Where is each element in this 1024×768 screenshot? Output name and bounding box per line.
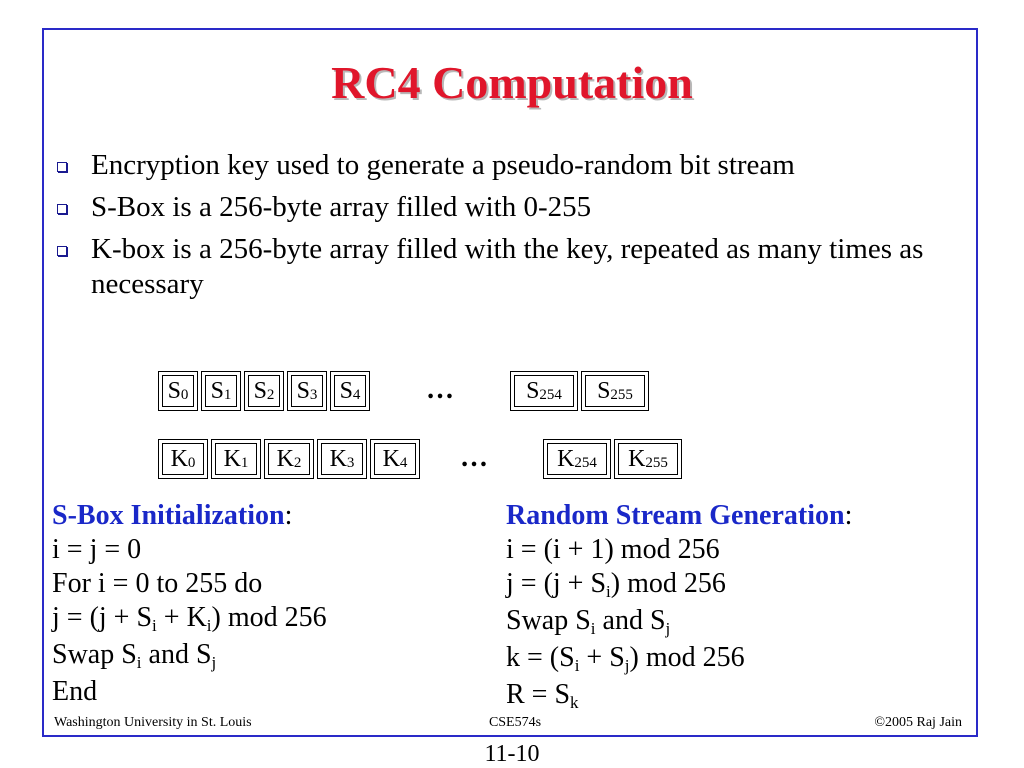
bullet-list xyxy=(52,148,962,309)
sbox-cell xyxy=(158,371,198,411)
gen-text: R = S xyxy=(506,679,571,710)
kbox-cell-index: 1 xyxy=(240,454,249,471)
init-line xyxy=(52,533,327,567)
kbox-cell xyxy=(370,439,420,479)
init-text: Swap S xyxy=(52,639,137,670)
bullet-text: S-Box is a 256-byte array filled with 0-255 xyxy=(91,191,592,223)
bullet-item xyxy=(52,148,962,183)
sbox-cell xyxy=(244,371,284,411)
kbox-cell xyxy=(614,439,682,479)
gen-line xyxy=(506,641,852,678)
sbox-cell xyxy=(510,371,578,411)
init-line xyxy=(52,638,327,675)
init-subscript: i xyxy=(152,616,157,635)
bullet-text: Encryption key used to generate a pseudo-random bit stream xyxy=(91,149,795,181)
kbox-cell-letter: K xyxy=(382,445,400,472)
init-text: For i = 0 to 255 do xyxy=(52,568,263,599)
gen-heading: Random Stream Generation xyxy=(506,500,845,531)
init-line xyxy=(52,675,327,709)
gen-heading-colon: : xyxy=(844,500,853,531)
kbox-cell xyxy=(211,439,261,479)
gen-text: j = (j + S xyxy=(506,568,607,599)
kbox-cell-index: 4 xyxy=(399,454,408,471)
kbox-cell xyxy=(158,439,208,479)
kbox-cell-index: 2 xyxy=(293,454,302,471)
gen-subscript: j xyxy=(665,619,671,638)
sbox-last-cells xyxy=(510,371,652,411)
gen-subscript: i xyxy=(590,619,596,638)
init-text: and S xyxy=(141,639,212,670)
sbox-cell-letter: S xyxy=(167,377,181,404)
gen-text: Swap S xyxy=(506,605,591,636)
kbox-cell-index: 255 xyxy=(645,454,668,471)
kbox-cell-letter: K xyxy=(223,445,241,472)
gen-text: and S xyxy=(595,605,666,636)
gen-line xyxy=(506,604,852,641)
init-subscript: i xyxy=(206,616,212,635)
square-bullet-icon xyxy=(57,204,67,214)
sbox-cell-index: 3 xyxy=(309,386,318,403)
init-heading: S-Box Initialization xyxy=(52,500,285,531)
kbox-cell-letter: K xyxy=(557,445,575,472)
footer-institution: Washington University in St. Louis xyxy=(54,715,252,730)
sbox-cell-index: 4 xyxy=(352,386,361,403)
sbox-cell-letter: S xyxy=(526,377,540,404)
gen-line xyxy=(506,533,852,567)
sbox-cell-letter: S xyxy=(296,377,310,404)
gen-subscript: i xyxy=(606,582,611,601)
gen-subscript: i xyxy=(574,656,580,675)
sbox-cell-letter: S xyxy=(210,377,224,404)
sbox-cell-letter: S xyxy=(597,377,611,404)
init-subscript: i xyxy=(136,653,142,672)
sbox-cell-index: 0 xyxy=(180,386,189,403)
stream-generation-block xyxy=(506,499,852,715)
init-text: + K xyxy=(156,602,207,633)
gen-subscript: k xyxy=(570,693,579,712)
sbox-cell-index: 255 xyxy=(610,386,633,403)
square-bullet-icon xyxy=(57,162,67,172)
kbox-cell xyxy=(264,439,314,479)
init-text: i = j = 0 xyxy=(52,534,142,565)
init-text: j = (j + S xyxy=(52,602,153,633)
kbox-cell-letter: K xyxy=(170,445,188,472)
bullet-item xyxy=(52,232,962,302)
sbox-cell-letter: S xyxy=(253,377,267,404)
footer-copyright: ©2005 Raj Jain xyxy=(874,715,962,730)
sbox-cell-index: 254 xyxy=(539,386,562,403)
init-line xyxy=(52,601,327,638)
kbox-cell-letter: K xyxy=(329,445,347,472)
gen-text: + S xyxy=(579,642,625,673)
kbox-cell-index: 254 xyxy=(574,454,597,471)
sbox-ellipsis: … xyxy=(426,374,454,405)
square-bullet-icon xyxy=(57,246,67,256)
kbox-first-cells xyxy=(158,439,423,479)
sbox-cell xyxy=(581,371,649,411)
kbox-cell-letter: K xyxy=(276,445,294,472)
bullet-text: K-box is a 256-byte array filled with the key, repeated as many times as necessary xyxy=(91,233,924,300)
gen-text: k = (S xyxy=(506,642,575,673)
kbox-cell-index: 3 xyxy=(346,454,355,471)
sbox-cell-letter: S xyxy=(339,377,353,404)
gen-line xyxy=(506,567,852,604)
kbox-cell xyxy=(317,439,367,479)
gen-heading-line xyxy=(506,499,852,533)
kbox-cell-index: 0 xyxy=(187,454,196,471)
sbox-initialization-block xyxy=(52,499,327,709)
sbox-cell-index: 2 xyxy=(266,386,275,403)
gen-text: ) mod 256 xyxy=(610,568,726,599)
bullet-item xyxy=(52,190,962,225)
init-text: End xyxy=(52,676,98,707)
slide-title: RC4 Computation xyxy=(331,57,693,108)
sbox-cell xyxy=(287,371,327,411)
init-line xyxy=(52,567,327,601)
gen-text: ) mod 256 xyxy=(629,642,745,673)
init-heading-colon: : xyxy=(284,500,293,531)
kbox-ellipsis: … xyxy=(460,442,488,473)
gen-line xyxy=(506,678,852,715)
gen-subscript: j xyxy=(624,656,630,675)
footer-course: CSE574s xyxy=(488,715,542,730)
gen-text: i = (i + 1) mod 256 xyxy=(506,534,720,565)
sbox-first-cells xyxy=(158,371,373,411)
kbox-last-cells xyxy=(543,439,685,479)
init-heading-line xyxy=(52,499,327,533)
init-subscript: j xyxy=(211,653,217,672)
sbox-cell-index: 1 xyxy=(223,386,232,403)
page-number: 11-10 xyxy=(484,741,540,767)
kbox-cell-letter: K xyxy=(628,445,646,472)
kbox-cell xyxy=(543,439,611,479)
sbox-cell xyxy=(330,371,370,411)
sbox-cell xyxy=(201,371,241,411)
init-text: ) mod 256 xyxy=(211,602,327,633)
